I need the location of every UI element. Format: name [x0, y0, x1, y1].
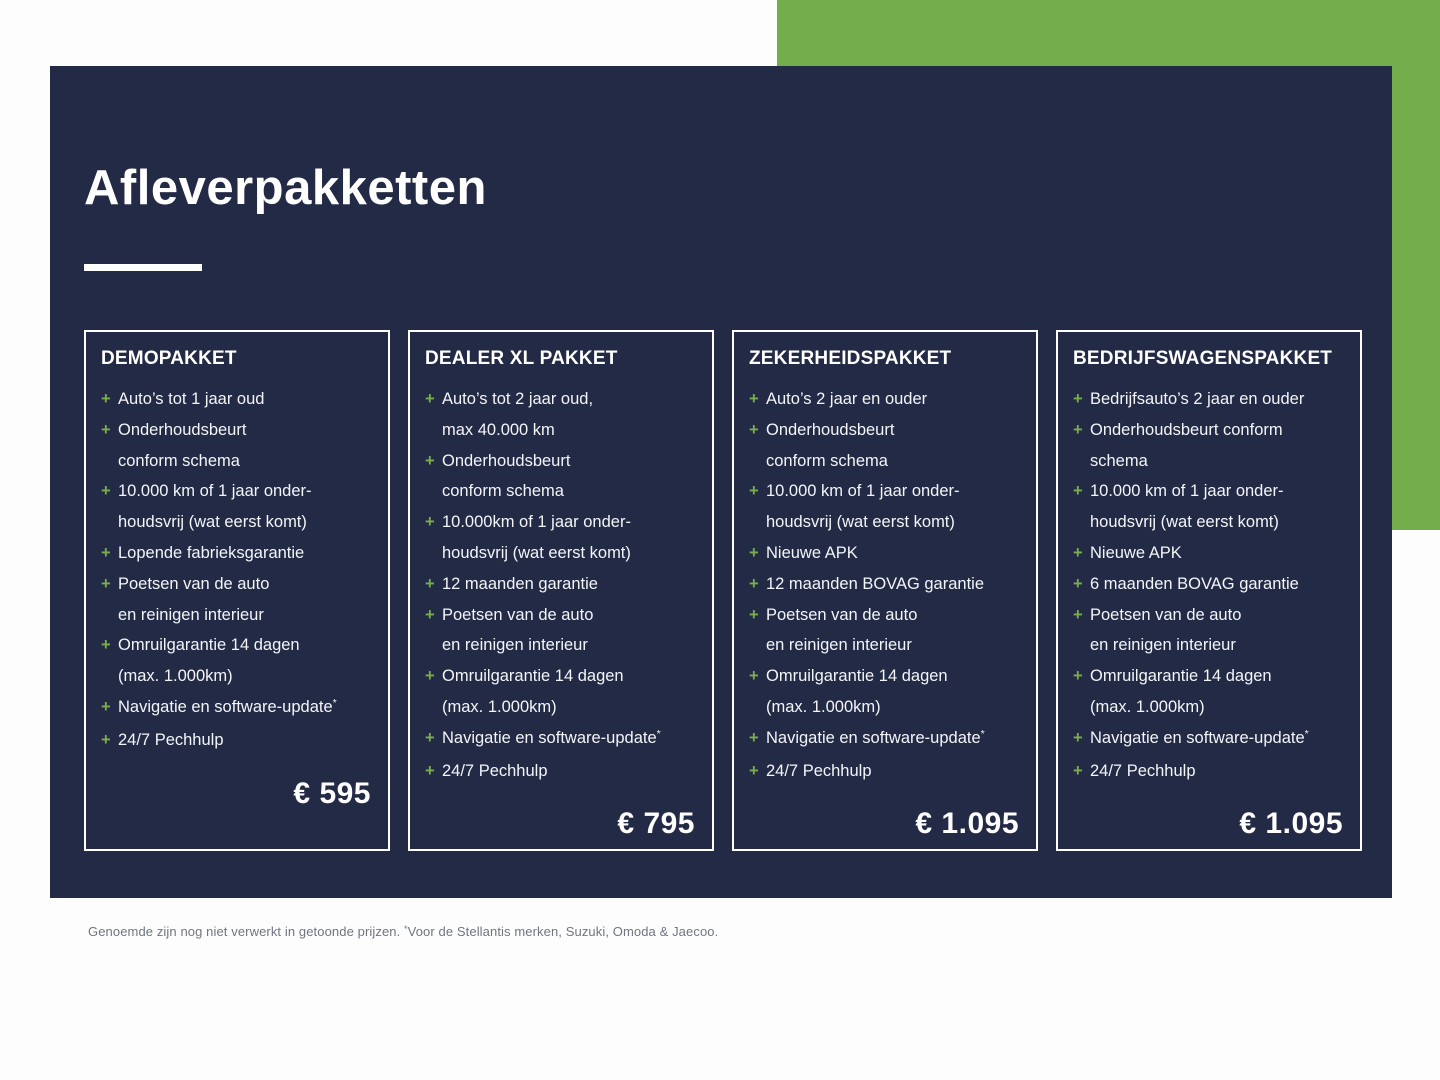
feature-line-first	[425, 384, 697, 415]
plus-icon: +	[101, 420, 111, 439]
feature-text: Omruilgarantie 14 dagen	[1090, 667, 1272, 686]
feature-item	[101, 415, 373, 477]
feature-text: 12 maanden BOVAG garantie	[766, 574, 984, 593]
feature-text: houdsvrij (wat eerst komt)	[118, 513, 307, 532]
feature-line-first	[749, 415, 1021, 446]
plus-icon: +	[425, 574, 435, 593]
feature-item	[1073, 756, 1345, 787]
footnote-part1: Genoemde zijn nog niet verwerkt in getoonde prijzen.	[88, 924, 405, 939]
feature-text: 10.000 km of 1 jaar onder-	[766, 482, 960, 501]
feature-text: 12 maanden garantie	[442, 574, 598, 593]
feature-text: schema	[1090, 451, 1148, 470]
plus-icon: +	[425, 605, 435, 624]
feature-line-first	[749, 538, 1021, 569]
feature-line-cont	[101, 446, 373, 477]
feature-item	[101, 725, 373, 756]
feature-line-first	[1073, 600, 1345, 631]
feature-line-first	[1073, 476, 1345, 507]
feature-line-first	[1073, 723, 1345, 756]
feature-text: houdsvrij (wat eerst komt)	[766, 513, 955, 532]
feature-text: Omruilgarantie 14 dagen	[118, 636, 300, 655]
feature-line-first	[101, 538, 373, 569]
feature-text: Lopende fabrieksgarantie	[118, 543, 305, 562]
asterisk-superscript: *	[1304, 727, 1309, 740]
feature-item	[749, 661, 1021, 723]
plus-icon: +	[1073, 667, 1083, 686]
plus-icon: +	[101, 543, 111, 562]
feature-item	[425, 756, 697, 787]
plus-icon: +	[1073, 420, 1083, 439]
feature-text: en reinigen interieur	[766, 636, 912, 655]
feature-item	[101, 569, 373, 631]
feature-line-first	[749, 569, 1021, 600]
feature-text: Poetsen van de auto	[442, 605, 594, 624]
feature-item	[425, 723, 697, 756]
plus-icon: +	[749, 482, 759, 501]
feature-text: 24/7 Pechhulp	[766, 761, 872, 780]
package-title: DEMOPAKKET	[101, 348, 237, 369]
feature-item	[749, 723, 1021, 756]
feature-text: (max. 1.000km)	[766, 697, 881, 716]
feature-line-cont	[1073, 507, 1345, 538]
asterisk-superscript: *	[980, 727, 985, 740]
feature-line-first	[1073, 569, 1345, 600]
feature-line-first	[425, 756, 697, 787]
feature-line-cont	[101, 661, 373, 692]
feature-line-first	[749, 661, 1021, 692]
plus-icon: +	[749, 761, 759, 780]
package-title: DEALER XL PAKKET	[425, 348, 618, 369]
feature-line-first	[749, 600, 1021, 631]
feature-line-first	[749, 756, 1021, 787]
plus-icon: +	[749, 574, 759, 593]
package-price: € 1.095	[1239, 807, 1343, 841]
feature-item	[749, 476, 1021, 538]
feature-line-cont	[101, 507, 373, 538]
asterisk-superscript: *	[332, 696, 337, 709]
plus-icon: +	[425, 451, 435, 470]
feature-text: Onderhoudsbeurt conform	[1090, 420, 1283, 439]
package-price: € 1.095	[915, 807, 1019, 841]
packages-row	[84, 330, 1362, 851]
feature-line-cont	[749, 507, 1021, 538]
feature-line-first	[749, 476, 1021, 507]
package-feature-list	[1073, 384, 1345, 786]
feature-item	[1073, 723, 1345, 756]
feature-text: Poetsen van de auto	[766, 605, 918, 624]
feature-line-first	[101, 725, 373, 756]
feature-text: Auto’s tot 2 jaar oud,	[442, 390, 594, 408]
footnote	[88, 924, 718, 939]
feature-item	[425, 446, 697, 508]
plus-icon: +	[749, 543, 759, 562]
feature-item	[101, 476, 373, 538]
feature-text: 24/7 Pechhulp	[118, 730, 224, 749]
package-feature-list	[749, 384, 1021, 786]
feature-text: max 40.000 km	[442, 420, 555, 439]
feature-text: Nieuwe APK	[766, 543, 858, 562]
feature-text: houdsvrij (wat eerst komt)	[1090, 513, 1279, 532]
feature-text: Navigatie en software-update*	[118, 696, 337, 716]
feature-line-first	[1073, 538, 1345, 569]
feature-line-first	[101, 384, 373, 415]
feature-text: conform schema	[118, 451, 240, 470]
feature-line-first	[101, 692, 373, 725]
feature-line-cont	[425, 692, 697, 723]
feature-line-first	[425, 723, 697, 756]
feature-text: Navigatie en software-update*	[1090, 727, 1309, 747]
plus-icon: +	[425, 667, 435, 686]
feature-item	[749, 384, 1021, 415]
feature-item	[1073, 569, 1345, 600]
plus-icon: +	[749, 390, 759, 408]
feature-text: houdsvrij (wat eerst komt)	[442, 543, 631, 562]
feature-text: Auto’s 2 jaar en ouder	[766, 390, 928, 408]
feature-text: Navigatie en software-update*	[766, 727, 985, 747]
feature-text: conform schema	[442, 482, 564, 501]
feature-line-first	[425, 507, 697, 538]
feature-line-first	[101, 630, 373, 661]
asterisk-superscript: *	[656, 727, 661, 740]
package-card-zekerheidspakket	[732, 330, 1038, 851]
package-price: € 795	[617, 807, 695, 841]
plus-icon: +	[425, 513, 435, 532]
footnote-asterisk: *	[404, 924, 408, 934]
feature-line-first	[1073, 415, 1345, 446]
feature-line-first	[1073, 661, 1345, 692]
feature-text: 10.000 km of 1 jaar onder-	[118, 482, 312, 501]
feature-text: Omruilgarantie 14 dagen	[442, 667, 624, 686]
plus-icon: +	[425, 761, 435, 780]
feature-item	[425, 569, 697, 600]
plus-icon: +	[425, 390, 435, 408]
feature-text: 10.000 km of 1 jaar onder-	[1090, 482, 1284, 501]
feature-text: Poetsen van de auto	[1090, 605, 1242, 624]
feature-line-cont	[1073, 630, 1345, 661]
feature-line-first	[1073, 756, 1345, 787]
plus-icon: +	[1073, 761, 1083, 780]
feature-text: (max. 1.000km)	[1090, 697, 1205, 716]
feature-line-cont	[425, 630, 697, 661]
feature-line-first	[425, 569, 697, 600]
feature-item	[1073, 384, 1345, 415]
feature-item	[749, 538, 1021, 569]
feature-item	[425, 600, 697, 662]
feature-item	[101, 538, 373, 569]
feature-line-first	[101, 569, 373, 600]
feature-item	[1073, 538, 1345, 569]
plus-icon: +	[1073, 574, 1083, 593]
feature-text: en reinigen interieur	[1090, 636, 1236, 655]
feature-item	[101, 384, 373, 415]
plus-icon: +	[101, 636, 111, 655]
feature-text: en reinigen interieur	[118, 605, 264, 624]
feature-line-cont	[749, 446, 1021, 477]
plus-icon: +	[101, 697, 111, 716]
feature-item	[101, 630, 373, 692]
feature-line-first	[749, 384, 1021, 415]
feature-line-cont	[1073, 692, 1345, 723]
plus-icon: +	[1073, 728, 1083, 747]
feature-text: conform schema	[766, 451, 888, 470]
plus-icon: +	[1073, 605, 1083, 624]
feature-text: Onderhoudsbeurt	[442, 451, 571, 470]
plus-icon: +	[749, 420, 759, 439]
feature-text: Onderhoudsbeurt	[766, 420, 895, 439]
feature-line-cont	[425, 538, 697, 569]
plus-icon: +	[749, 667, 759, 686]
feature-line-first	[425, 600, 697, 631]
feature-line-first	[1073, 384, 1345, 415]
feature-item	[1073, 600, 1345, 662]
feature-text: Omruilgarantie 14 dagen	[766, 667, 948, 686]
feature-item	[1073, 476, 1345, 538]
feature-line-first	[749, 723, 1021, 756]
feature-text: Poetsen van de auto	[118, 574, 270, 593]
plus-icon: +	[749, 605, 759, 624]
feature-text: en reinigen interieur	[442, 636, 588, 655]
package-title: BEDRIJFSWAGENSPAKKET	[1073, 348, 1333, 369]
feature-text: Bedrijfsauto’s 2 jaar en ouder	[1090, 390, 1305, 408]
feature-item	[1073, 661, 1345, 723]
feature-item	[749, 415, 1021, 477]
plus-icon: +	[101, 730, 111, 749]
feature-text: Onderhoudsbeurt	[118, 420, 247, 439]
feature-line-first	[101, 476, 373, 507]
page-title: Afleverpakketten	[84, 161, 487, 215]
package-card-bedrijfswagenspakket	[1056, 330, 1362, 851]
plus-icon: +	[101, 390, 111, 408]
feature-text: 6 maanden BOVAG garantie	[1090, 574, 1299, 593]
feature-item	[425, 661, 697, 723]
package-card-demopakket	[84, 330, 390, 851]
feature-item	[1073, 415, 1345, 477]
package-feature-list	[101, 384, 373, 756]
feature-text: Navigatie en software-update*	[442, 727, 661, 747]
package-title: ZEKERHEIDSPAKKET	[749, 348, 952, 369]
feature-item	[101, 692, 373, 725]
feature-item	[749, 756, 1021, 787]
packages-panel	[50, 66, 1392, 898]
plus-icon: +	[101, 574, 111, 593]
feature-item	[749, 569, 1021, 600]
feature-text: (max. 1.000km)	[118, 667, 233, 686]
feature-text: Auto’s tot 1 jaar oud	[118, 390, 265, 408]
feature-item	[749, 600, 1021, 662]
package-feature-list	[425, 384, 697, 786]
feature-text: (max. 1.000km)	[442, 697, 557, 716]
feature-text: 24/7 Pechhulp	[442, 761, 548, 780]
plus-icon: +	[1073, 390, 1083, 408]
footnote-part2: Voor de Stellantis merken, Suzuki, Omoda & Jaecoo.	[407, 924, 719, 939]
feature-line-first	[425, 661, 697, 692]
plus-icon: +	[425, 728, 435, 747]
plus-icon: +	[749, 728, 759, 747]
feature-line-cont	[749, 630, 1021, 661]
title-underline	[84, 264, 202, 271]
feature-line-cont	[425, 415, 697, 446]
plus-icon: +	[1073, 482, 1083, 501]
plus-icon: +	[101, 482, 111, 501]
feature-item	[425, 507, 697, 569]
feature-text: 10.000km of 1 jaar onder-	[442, 513, 631, 532]
feature-line-cont	[425, 476, 697, 507]
plus-icon: +	[1073, 543, 1083, 562]
package-price: € 595	[293, 776, 371, 810]
feature-line-cont	[749, 692, 1021, 723]
feature-text: Nieuwe APK	[1090, 543, 1182, 562]
feature-line-cont	[1073, 446, 1345, 477]
feature-text: 24/7 Pechhulp	[1090, 761, 1196, 780]
feature-line-first	[101, 415, 373, 446]
feature-item	[425, 384, 697, 446]
package-card-dealer-xl-pakket	[408, 330, 714, 851]
feature-line-cont	[101, 600, 373, 631]
feature-line-first	[425, 446, 697, 477]
